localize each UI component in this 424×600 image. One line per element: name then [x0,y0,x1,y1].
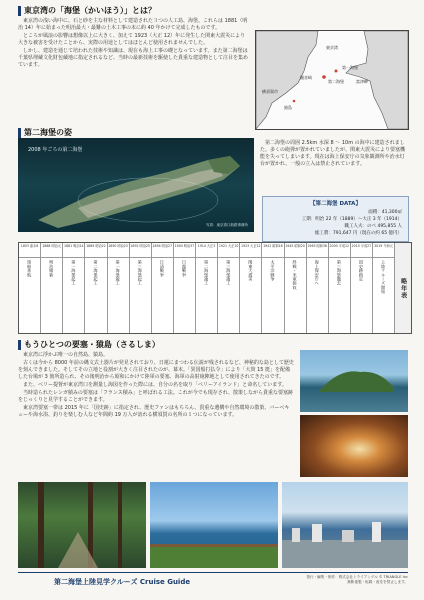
timeline-year: 1894 明治27 [152,243,173,258]
fort-data-line: 工期：明治 22 年（1889）〜大正 3 年（1914） [301,217,402,222]
timeline-event: 上陸クルーズ開始 [381,260,387,294]
timeline-column [240,243,262,333]
footer-title: 第二海堡上陸見学クルーズ Cruise Guide [54,578,191,586]
map-marker-fort2 [322,75,326,79]
footer-credit [306,575,408,585]
timeline-year: 1963 昭和38 [307,243,328,258]
timeline-column [41,243,63,333]
timeline-year: 1853 嘉永6 [19,243,40,258]
section1-title: 東京湾の「海堡（かいほう）」とは？ [18,6,156,16]
timeline-year: 2019 令和元 [373,243,394,258]
timeline-year: 1881 明治14 [63,243,84,258]
map-label: 猿島 [284,105,292,110]
timeline-year: 1914 大正3 [196,243,217,258]
map-label: 観音崎 [300,75,312,80]
section3-title: もうひとつの要塞・猿島（さるしま） [18,340,160,350]
timeline-event: 第二海堡起工 [93,260,99,286]
fort-data-line: 総工費：791,647 円（現在の約 65 億円） [314,231,402,236]
history-timeline [18,242,412,334]
timeline-column [152,243,174,333]
timeline-event: 日露戦争 [181,260,187,277]
timeline-year: 1868 明治元 [41,243,62,258]
timeline-year: 1904 明治37 [174,243,195,258]
timeline-column [63,243,85,333]
timeline-event: 国史跡指定 [358,260,364,281]
sea-photo-drawing [150,482,278,568]
timeline-event: 第二海堡竣工 [204,260,210,286]
timeline-header [395,243,411,333]
timeline-year: 1945 昭和20 [285,243,306,258]
section3-paragraph: 東京湾要塞一帯は 2015 年に「国史跡」に指定され、歴史ファンはもちろん、貴重な遺構や自然環境の散策、バーベキューや海水浴、釣りを楽しむ人など年間約 19 万人が訪れる横須賀の名所の１つになっています。 [18,405,290,418]
timeline-column [373,243,395,333]
port-photo-drawing [282,482,408,568]
section1-paragraph: ところが風浪の影響は想像以上に大きく、加えて 1923（大正 12）年に発生した関東大震災により大きな被害を受けたことから、実際の用途としてはほとんど使用されませんでした。 [18,33,246,46]
timeline-column [130,243,152,333]
fort-data-line: 面積：41,300㎡ [368,210,402,215]
map-label: 東京湾 [326,45,338,50]
section2-paragraph: 第二海堡の周囲 2.5km 水深 8 〜 10m の海中に建造されました。多くの砲弾が置かれていましたが、関東大震災により要塞機能を失ってしまいます。現在は海上保安庁の気象観測所や治水灯台が置かれ、一般の立入は禁止されています。 [260,140,406,167]
fort-data-title: 【第二海堡 DATA】 [310,201,361,207]
timeline-year: 1921 大正10 [218,243,239,258]
section2-title: 第二海堡の姿 [18,128,72,138]
aerial-photo-caption: 2008 年ごろの第二海堡 [28,147,83,153]
footer-credit-line: 無断複製・転載・改変を禁止します。 [347,580,408,584]
section1-body [18,18,248,70]
timeline-column [329,243,351,333]
timeline-year: 1941 昭和16 [262,243,283,258]
map-label: 第二海堡 [328,79,344,84]
section3-paragraph: 古くは今から 8000 年前の縄文式土器片が発見されており、日蓮にまつわる伝説が残されるなど、神秘的な島として歴史を刻んできました。そしてその立地と役割が大きく注目されたのが、幕末。「異国船打払令」により「大筒 15 挺」を配備した台場が 3 箇所造られ、その後明治から昭和にかけて陸軍の要塞、海軍の高射砲陣地として使用されてきたのです。 [18,360,294,380]
timeline-column [108,243,130,333]
section3-paragraph: 当時造られたレンガ積みの要塞は「フランス積み」と呼ばれる工法。これが今でも現存され、散策しながら貴重な要塞跡をじっくりと見学することができます。 [18,390,294,403]
fort-data-box [262,196,409,242]
section1-paragraph: しかし、建造を通じて培われた技術や知識は、現在も海上工事の礎となっています。また第二海堡は千葉県埋蔵文化財包蔵地に指定されるなど、当時の最新技術を駆使した貴重な建造物として注目を集めています。 [18,48,249,68]
timeline-event: 第三海堡撤去 [336,260,342,286]
section3-body [18,352,294,420]
section1-paragraph: 東京湾の浅い海中に、石と砂を主な材料として建造された３つの人工島、海堡。これらは 1881（明治 14）年に始まった明治最大・最難の土木工事の末に約 40 年かけて完成したものです。 [18,18,248,31]
aerial-photo [18,138,254,232]
sea-view-photo [150,482,278,568]
map-marker-sarushima [293,100,296,103]
timeline-column [85,243,107,333]
aerial-photo-credit: 写真：東京湾口航路事務所 [206,223,248,227]
timeline-header-label: 略年表 [399,277,407,299]
map-marker-fort1 [335,70,338,73]
timeline-year: 1890 明治23 [108,243,129,258]
timeline-event: 第三海堡起工 [137,260,143,286]
timeline-column [307,243,329,333]
map-label: 富津岬 [356,79,368,84]
timeline-column [19,243,41,333]
timeline-event: 第一海堡竣工 [115,260,121,286]
footer [18,572,408,589]
timeline-year: 1892 明治25 [130,243,151,258]
footer-credit-line: 発行・編集・制作：株式会社トライアングル © TRIANGLE Inc [306,575,408,579]
timeline-event: 明治維新 [49,260,55,277]
bay-map [255,30,409,130]
timeline-event: 海上保安庁へ [314,260,320,286]
timeline-event: 日清戦争 [159,260,165,277]
timeline-event: 黒船来航 [27,260,33,277]
timeline-event: 太平洋戦争 [270,260,276,281]
section3-paragraph: また、ペリー提督が東京湾口を測量し海図を作った際には、自分の名を取り「ペリーアイランド」と命名しています。 [23,382,287,388]
timeline-year: 2000 平成12 [329,243,350,258]
forest-path-photo [18,482,146,568]
timeline-event: 終戦・米軍接収 [292,260,298,290]
port-city-photo [282,482,408,568]
timeline-column [218,243,240,333]
map-label: 第一海堡 [342,65,358,70]
timeline-year: 2015 平成27 [351,243,372,258]
timeline-event: 第一海堡起工 [71,260,77,286]
island-photo-drawing [300,350,408,412]
timeline-column [285,243,307,333]
section3-paragraph: 東京湾に浮かぶ唯一の自然島、猿島。 [23,352,109,358]
timeline-year: 1889 明治22 [85,243,106,258]
timeline-event: 関東大震災 [248,260,254,281]
timeline-column [351,243,373,333]
timeline-column [174,243,196,333]
timeline-year: 1923 大正12 [240,243,261,258]
fort-data-line: 職工人夫：のべ 495,855 人 [344,224,402,229]
section2-body [260,140,408,169]
timeline-column [262,243,284,333]
brick-tunnel-photo [300,415,408,477]
timeline-event: 第三海堡竣工 [226,260,232,286]
sarushima-island-photo [300,350,408,412]
timeline-column [196,243,218,333]
map-label: 横須賀市 [262,89,278,94]
forest-photo-drawing [18,482,146,568]
